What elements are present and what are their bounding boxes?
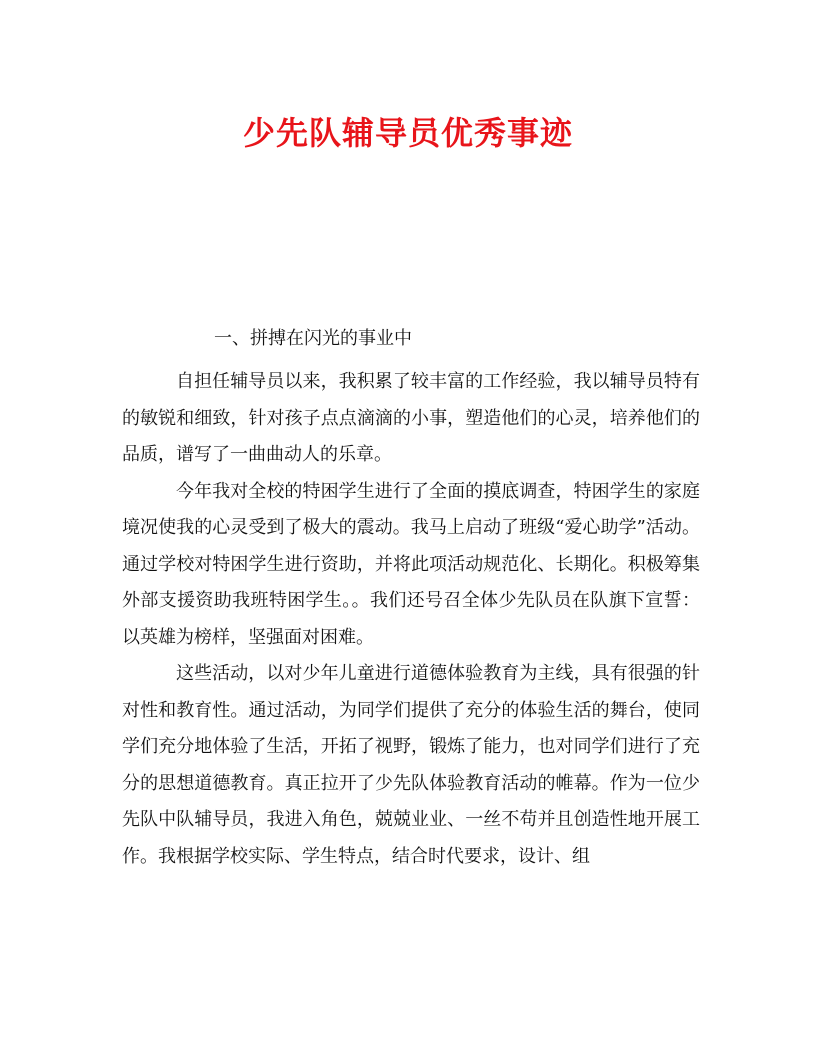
document-title: 少先队辅导员优秀事迹 [242, 114, 573, 152]
body-text [122, 364, 700, 875]
paragraph-2: 今年我对全校的特困学生进行了全面的摸底调查，特困学生的家庭境况使我的心灵受到了极大的震动。我马上启动了班级“爱心助学”活动。通过学校对特困学生进行资助，并将此项活动规范化、长期化。积极筹集外部支援资助我班特困学生。。我们还号召全体少先队员在队旗下宣誓：以英雄为榜样，坚强面对困难。 [122, 480, 700, 648]
paragraph-3: 这些活动，以对少年儿童进行道德体验教育为主线，具有很强的针对性和教育性。通过活动，为同学们提供了充分的体验生活的舞台，使同学们充分地体验了生活，开拓了视野，锻炼了能力，也对同学们进行了充分的思想道德教育。真正拉开了少先队体验教育活动的帷幕。作为一位少先队中队辅导员，我进入角色，兢兢业业、一丝不苟并且创造性地开展工作。我根据学校实际、学生特点，结合时代要求，设计、组 [122, 663, 700, 867]
section-heading: 一、拼搏在闪光的事业中 [214, 328, 412, 349]
paragraph-1: 自担任辅导员以来，我积累了较丰富的工作经验，我以辅导员特有的敏锐和细致，针对孩子点点滴滴的小事，塑造他们的心灵，培养他们的品质，谱写了一曲曲动人的乐章。 [122, 371, 700, 465]
